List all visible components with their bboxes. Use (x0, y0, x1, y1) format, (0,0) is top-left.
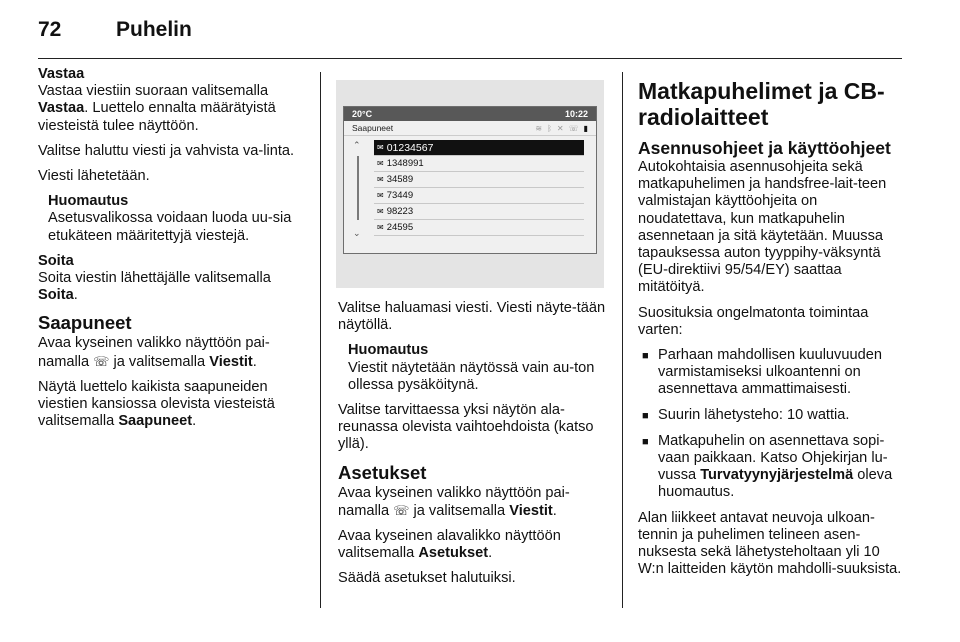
submenu-text-a: Avaa kyseinen alavalikko näyttöön valitsemalla (338, 528, 561, 562)
envelope-icon: ✉ (377, 191, 384, 200)
message-item[interactable] (374, 188, 584, 204)
message-number: 98223 (386, 206, 414, 217)
bullet-text (658, 433, 902, 502)
envelope-icon: ✉ (377, 175, 384, 184)
bullet-text: Parhaan mahdollisen kuuluvuuden varmistamiseksi ulkoantenni on asennettava ammattimaisesti. (658, 347, 882, 398)
scrollbar[interactable] (357, 156, 359, 220)
asetukset-heading: Asetukset (338, 461, 427, 483)
envelope-icon: ✉ (377, 159, 384, 168)
temperature: 20°C (352, 109, 373, 119)
page-header (38, 18, 192, 48)
asetukset-text-c: . (552, 502, 557, 519)
vastaa-text: Vastaa viestiin suoraan valitsemalla (38, 83, 269, 100)
message-item[interactable] (374, 156, 584, 172)
note-title: Huomautus (48, 193, 129, 210)
note-title-2: Huomautus (348, 342, 429, 359)
sub-heading: Asennusohjeet ja käyttöohjeet (638, 138, 891, 158)
envelope-icon: ✉ (377, 143, 384, 152)
list-text-b: . (192, 413, 197, 430)
message-number: 1348991 (386, 158, 424, 169)
scroll-down-icon[interactable]: ⌄ (353, 228, 361, 238)
submenu-bold: Asetukset (418, 545, 489, 562)
soita-text-2: . (73, 287, 78, 304)
asetukset-text-a: Avaa kyseinen valikko näyttöön pai-namalla (338, 484, 570, 519)
vastaa-bold: Vastaa (38, 100, 85, 117)
status-icons (535, 124, 588, 133)
vastaa-section (38, 66, 306, 135)
sent-text: Viesti lähetetään. (38, 168, 150, 185)
message-list (374, 140, 584, 236)
screen-title-bar (344, 121, 596, 136)
saapuneet-text (38, 335, 306, 370)
saapuneet-heading: Saapuneet (38, 312, 132, 334)
bullet-item (638, 433, 902, 502)
phone-icon: ☏ (568, 123, 579, 133)
infotainment-screen (343, 106, 597, 254)
select-text: Valitse haluttu viesti ja vahvista va-linta. (38, 142, 295, 159)
envelope-icon: ✉ (377, 207, 384, 216)
battery-icon: ▮ (583, 123, 588, 133)
signal-icon: ≋ (535, 123, 543, 133)
phone-key-icon: ☏ (93, 353, 110, 369)
scroll-up-icon[interactable]: ⌃ (353, 140, 361, 150)
note-text: Asetusvalikossa voidaan luoda uu-sia etukäteen määritettyjä viestejä. (48, 210, 292, 244)
envelope-icon: ✉ (377, 223, 384, 232)
adjust-text: Säädä asetukset halutuiksi. (338, 570, 516, 587)
message-number: 24595 (386, 222, 414, 233)
bullet3-text-a: Matkapuhelin on asennettava sopi-vaan paikkaan. Katso Ohjekirjan lu-vussa (658, 432, 888, 484)
soita-title: Soita (38, 252, 74, 269)
footer-text: Alan liikkeet antavat neuvoja ulkoan-tennin ja puhelimen telineen asen-nuksesta sekä lähetysteholtaan yli 10 W:n laitteiden käytön mahdolli-suuksista. (638, 509, 902, 578)
message-item[interactable] (374, 140, 584, 156)
saapuneet-text-a: Avaa kyseinen valikko näyttöön pai-namalla (38, 335, 270, 370)
note-box (38, 193, 306, 245)
screen-status-bar (344, 107, 596, 121)
asetukset-bold: Viestit (509, 502, 553, 519)
header-rule (38, 58, 902, 59)
submenu-text (338, 528, 606, 562)
note-text-2: Viestit näytetään näytössä vain au-ton ollessa pysäköitynä. (348, 359, 595, 393)
message-number: 01234567 (386, 141, 434, 154)
bullet-item (638, 407, 902, 425)
square-bullet-icon: ■ (642, 435, 649, 448)
phone-key-icon: ☏ (393, 502, 410, 518)
select-msg-text: Valitse haluamasi viesti. Viesti näyte-tään näytöllä. (338, 300, 606, 334)
column-2 (338, 300, 606, 596)
recommend-text: Suosituksia ongelmatonta toimintaa varten: (638, 304, 869, 338)
saapuneet-text-b: ja valitsemalla (113, 353, 206, 370)
list-text (38, 379, 306, 431)
main-heading: Matkapuhelimet ja CB-radiolaitteet (638, 78, 885, 130)
bullet3-bold: Turvatyynyjärjestelmä (700, 467, 854, 484)
square-bullet-icon: ■ (642, 350, 649, 363)
soita-section (38, 253, 306, 305)
vastaa-text-2: . Luettelo ennalta määrätyistä viesteistä tulee näyttöön. (38, 100, 276, 134)
intro-text: Autokohtaisia asennusohjeita sekä matkapuhelimen ja handsfree-lait-teen valmistajan käyttöohjeita on noudatettava, kun matkapuhelin asennetaan ja sitä käytetään. Muussa tapauksessa auton tyyppihy-väksyntä (EU-direktiivi 95/54/EY) saattaa mitätöityä. (638, 159, 887, 296)
message-number: 73449 (386, 190, 414, 201)
bullet-text: Suurin lähetysteho: 10 wattia. (658, 406, 850, 423)
column-divider-2 (622, 72, 623, 608)
screen-body (344, 136, 596, 254)
note-box-2 (338, 342, 606, 394)
message-item[interactable] (374, 220, 584, 236)
submenu-text-b: . (488, 545, 493, 562)
saapuneet-text-c: . (252, 353, 257, 370)
bullet3-text-b: oleva huomautus. (658, 467, 893, 501)
mute-icon: ✕ (556, 123, 564, 133)
message-number: 34589 (386, 174, 414, 185)
asetukset-text (338, 485, 606, 520)
message-item[interactable] (374, 204, 584, 220)
screen-title: Saapuneet (352, 123, 394, 133)
bullet-item (638, 347, 902, 399)
column-divider-1 (320, 72, 321, 608)
column-3 (638, 72, 902, 586)
square-bullet-icon: ■ (642, 409, 649, 422)
list-bold: Saapuneet (118, 413, 193, 430)
screen-figure (336, 80, 604, 288)
soita-text: Soita viestin lähettäjälle valitsemalla (38, 270, 271, 287)
vastaa-title: Vastaa (38, 66, 85, 82)
asetukset-text-b: ja valitsemalla (413, 502, 506, 519)
list-text-a: Näytä luettelo kaikista saapuneiden viestien kansiossa olevista viesteistä valitsemalla (38, 378, 275, 430)
message-item[interactable] (374, 172, 584, 188)
bluetooth-icon: ᛒ (547, 123, 552, 133)
page-number: 72 (38, 18, 62, 41)
clock: 10:22 (564, 109, 588, 119)
chapter-title: Puhelin (116, 18, 192, 41)
soita-bold: Soita (38, 287, 74, 304)
saapuneet-bold: Viestit (209, 353, 253, 370)
column-1 (38, 66, 306, 438)
options-text: Valitse tarvittaessa yksi näytön ala-reunassa olevista vaihtoehdoista (katso yllä). (338, 402, 594, 453)
